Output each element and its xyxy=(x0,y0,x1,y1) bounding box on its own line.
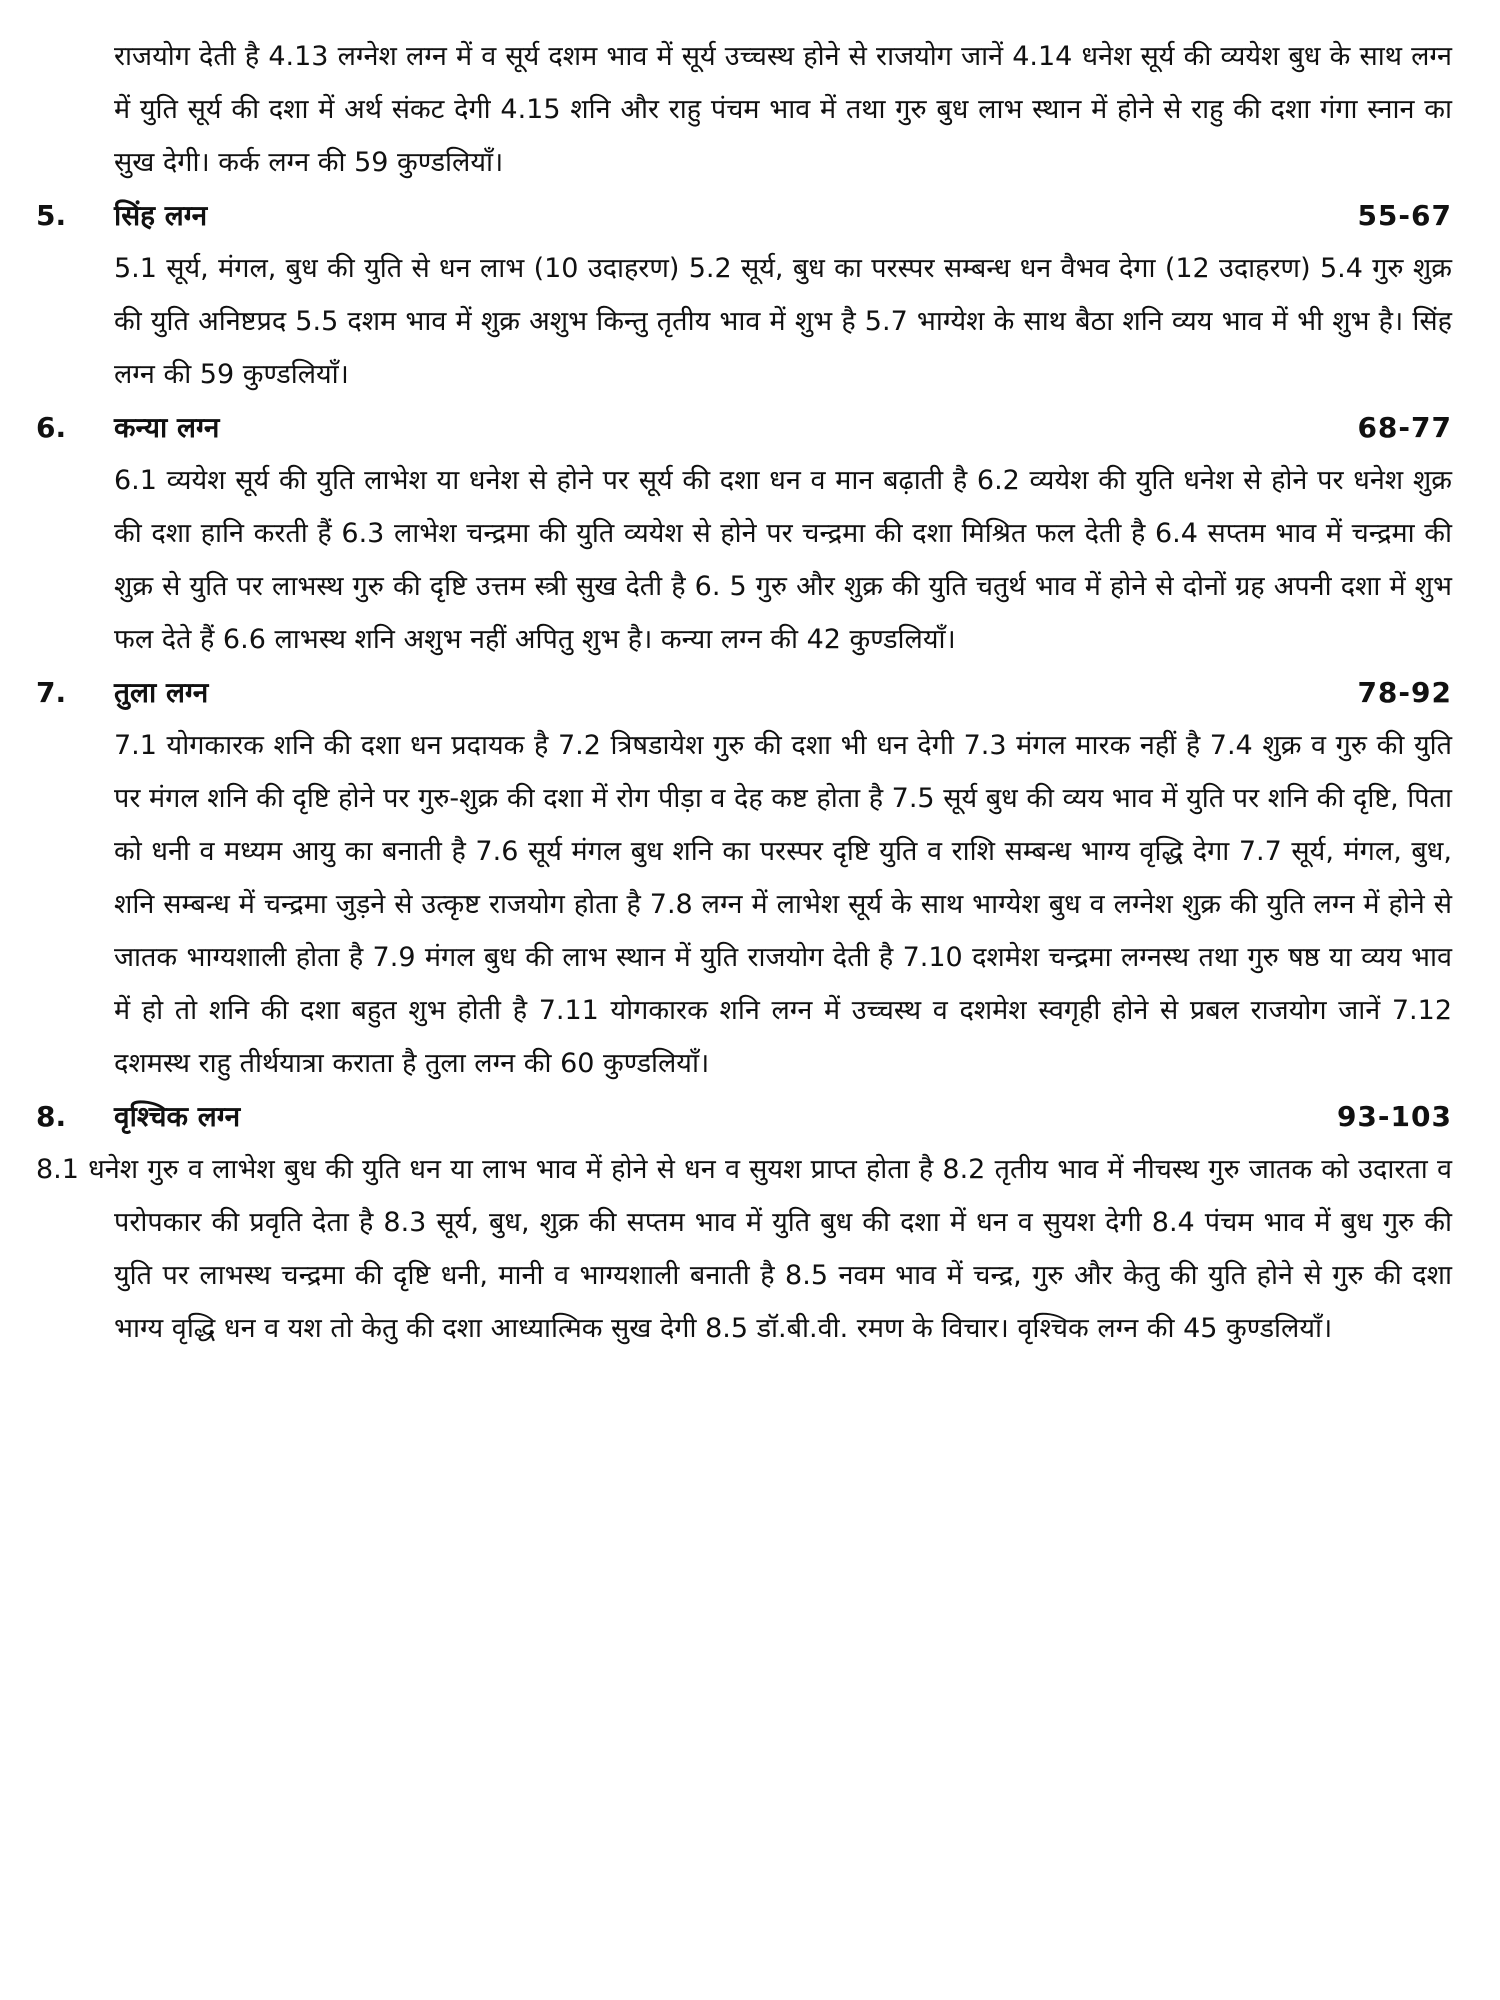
section-simha-lagna xyxy=(36,189,1452,401)
section-title: वृश्चिक लग्न xyxy=(114,1100,241,1133)
section-number: 5. xyxy=(36,199,67,232)
section-vrishchik-lagna xyxy=(36,1090,1452,1355)
document-page xyxy=(36,30,1452,1355)
section-number: 6. xyxy=(36,411,67,444)
section-heading xyxy=(36,189,1452,242)
section-title: कन्या लग्न xyxy=(114,411,220,444)
section-text: 5.1 सूर्य, मंगल, बुध की युति से धन लाभ (10 उदाहरण) 5.2 सूर्य, बुध का परस्पर सम्बन्ध धन वैभव देगा (12 उदाहरण) 5.4 गुरु शुक्र की युति अनिष्टप्रद 5.5 दशम भाव में शुक्र अशुभ किन्तु तृतीय भाव में शुभ है 5.7 भाग्येश के साथ बैठा शनि व्यय भाव में भी शुभ है। सिंह लग्न की 59 कुण्डलियाँ। xyxy=(114,253,1452,390)
section-text: 6.1 व्ययेश सूर्य की युति लाभेश या धनेश से होने पर सूर्य की दशा धन व मान बढ़ाती है 6.2 व्ययेश की युति धनेश से होने पर धनेश शुक्र की दशा हानि करती हैं 6.3 लाभेश चन्द्रमा की युति व्ययेश से होने पर चन्द्रमा की दशा मिश्रित फल देती है 6.4 सप्तम भाव में चन्द्रमा की शुक्र से युति पर लाभस्थ गुरु की दृष्टि उत्तम स्त्री सुख देती है 6. 5 गुरु और शुक्र की युति चतुर्थ भाव में होने से दोनों ग्रह अपनी दशा में शुभ फल देते हैं 6.6 लाभस्थ शनि अशुभ नहीं अपितु शुभ है। कन्या लग्न की 42 कुण्डलियाँ। xyxy=(114,465,1452,655)
section-heading xyxy=(36,401,1452,454)
section-text: 8.1 धनेश गुरु व लाभेश बुध की युति धन या लाभ भाव में होने से धन व सुयश प्राप्त होता है 8.2 तृतीय भाव में नीचस्थ गुरु जातक को उदारता व परोपकार की प्रवृति देता है 8.3 सूर्य, बुध, शुक्र की सप्तम भाव में युति बुध की दशा में धन व सुयश देगी 8.4 पंचम भाव में बुध गुरु की युति पर लाभस्थ चन्द्रमा की दृष्टि धनी, मानी व भाग्यशाली बनाती है 8.5 नवम भाव में चन्द्र, गुरु और केतु की युति होने से गुरु की दशा भाग्य वृद्धि धन व यश तो केतु की दशा आध्यात्मिक सुख देगी 8.5 डॉ.बी.वी. रमण के विचार। वृश्चिक लग्न की 45 कुण्डलियाँ। xyxy=(36,1154,1452,1344)
intro-paragraph: राजयोग देती है 4.13 लग्नेश लग्न में व सूर्य दशम भाव में सूर्य उच्चस्थ होने से राजयोग जानें 4.14 धनेश सूर्य की व्ययेश बुध के साथ लग्न में युति सूर्य की दशा में अर्थ संकट देगी 4.15 शनि और राहु पंचम भाव में तथा गुरु बुध लाभ स्थान में होने से राहु की दशा गंगा स्नान का सुख देगी। कर्क लग्न की 59 कुण्डलियाँ। xyxy=(114,41,1452,178)
section-tula-lagna xyxy=(36,666,1452,1090)
section-title: तुला लग्न xyxy=(114,676,209,709)
section-page-range: 78-92 xyxy=(1357,676,1452,709)
section-number: 7. xyxy=(36,676,67,709)
section-kanya-lagna xyxy=(36,401,1452,666)
section-text: 7.1 योगकारक शनि की दशा धन प्रदायक है 7.2 त्रिषडायेश गुरु की दशा भी धन देगी 7.3 मंगल मारक नहीं है 7.4 शुक्र व गुरु की युति पर मंगल शनि की दृष्टि होने पर गुरु-शुक्र की दशा में रोग पीड़ा व देह कष्ट होता है 7.5 सूर्य बुध की व्यय भाव में युति पर शनि की दृष्टि, पिता को धनी व मध्यम आयु का बनाती है 7.6 सूर्य मंगल बुध शनि का परस्पर दृष्टि युति व राशि सम्बन्ध भाग्य वृद्धि देगा 7.7 सूर्य, मंगल, बुध, शनि सम्बन्ध में चन्द्रमा जुड़ने से उत्कृष्ट राजयोग होता है 7.8 लग्न में लाभेश सूर्य के साथ भाग्येश बुध व लग्नेश शुक्र की युति लग्न में होने से जातक भाग्यशाली होता है 7.9 मंगल बुध की लाभ स्थान में युति राजयोग देती है 7.10 दशमेश चन्द्रमा लग्नस्थ तथा गुरु षष्ठ या व्यय भाव में हो तो शनि की दशा बहुत शुभ होती है 7.11 योगकारक शनि लग्न में उच्चस्थ व दशमेश स्वगृही होने से प्रबल राजयोग जानें 7.12 दशमस्थ राहु तीर्थयात्रा कराता है तुला लग्न की 60 कुण्डलियाँ। xyxy=(114,730,1452,1079)
section-number: 8. xyxy=(36,1100,67,1133)
section-page-range: 68-77 xyxy=(1357,411,1452,444)
section-heading xyxy=(36,1090,1452,1143)
section-page-range: 55-67 xyxy=(1357,199,1452,232)
section-page-range: 93-103 xyxy=(1336,1100,1452,1133)
section-heading xyxy=(36,666,1452,719)
section-title: सिंह लग्न xyxy=(114,199,208,232)
